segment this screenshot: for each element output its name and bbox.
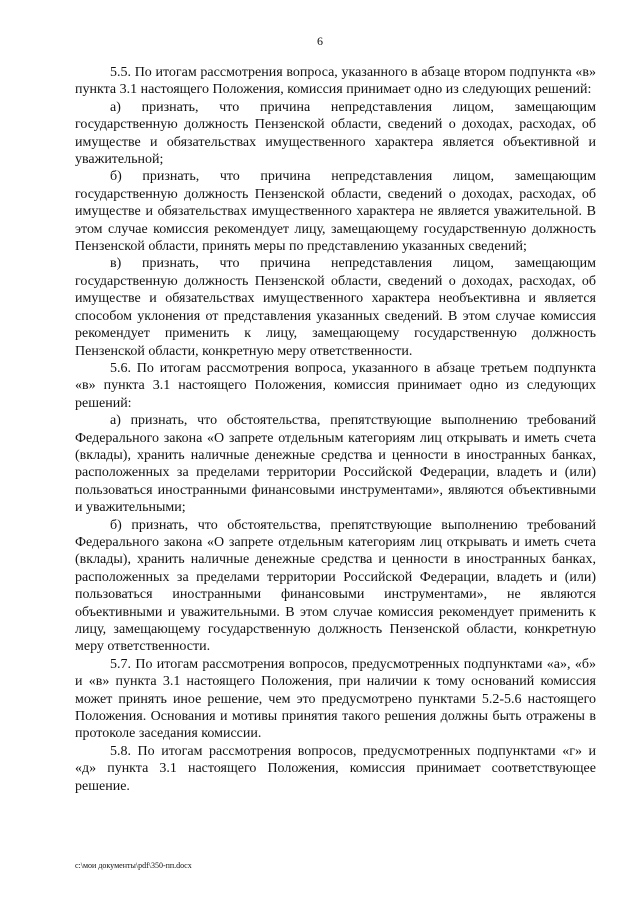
paragraph-5-5: 5.5. По итогам рассмотрения вопроса, указанного в абзаце втором подпункта «в» пункта 3.1 настоящего Положения, комиссия принимает одно из следующих решений: <box>75 65 596 98</box>
paragraph-5-8: 5.8. По итогам рассмотрения вопросов, предусмотренных подпунктами «г» и «д» пункта 3.1 настоящего Положения, комиссия принимает соответствующее решение. <box>75 743 596 794</box>
document-body <box>75 64 596 795</box>
paragraph-5-5-v: в) признать, что причина непредставления лицом, замещающим государственную должность Пензенской области, сведений о доходах, расходах, об имуществе и обязательствах имущественного характера необъективна и является способом уклонения от представления указанных сведений. В этом случае комиссия рекомендует применить к лицу, замещающему государственную должность Пензенской области, конкретную меру ответственности. <box>75 256 596 359</box>
page-number: 6 <box>317 34 323 48</box>
paragraph-5-7: 5.7. По итогам рассмотрения вопросов, предусмотренных подпунктами «а», «б» и «в» пункта 3.1 настоящего Положения, при наличии к тому оснований комиссия может принять иное решение, чем это предусмотрено пунктами 5.2-5.6 настоящего Положения. Основания и мотивы принятия такого решения должны быть отражены в протоколе заседания комиссии. <box>75 656 596 742</box>
paragraph-5-6: 5.6. По итогам рассмотрения вопроса, указанного в абзаце третьем подпункта «в» пункта 3.1 настоящего Положения, комиссия принимает одно из следующих решений: <box>75 360 596 411</box>
paragraph-5-6-b: б) признать, что обстоятельства, препятствующие выполнению требований Федерального закона «О запрете отдельным категориям лиц открывать и иметь счета (вклады), хранить наличные денежные средства и ценности в иностранных банках, расположенных за пределами территории Российской Федерации, владеть и (или) пользоваться иностранными финансовыми инструментами», не являются объективными и уважительными. В этом случае комиссия рекомендует применить к лицу, замещающему государственную должность Пензенской области, конкретную меру ответственности. <box>75 517 596 655</box>
footer-file-path: c:\мои документы\pdf\350-пп.docx <box>75 861 192 870</box>
paragraph-5-5-a: а) признать, что причина непредставления лицом, замещающим государственную должность Пензенской области, сведений о доходах, расходах, об имуществе и обязательствах имущественного характера является объективной и уважительной; <box>75 99 596 168</box>
paragraph-5-6-a: а) признать, что обстоятельства, препятствующие выполнению требований Федерального закона «О запрете отдельным категориям лиц открывать и иметь счета (вклады), хранить наличные денежные средства и ценности в иностранных банках, расположенных за пределами территории Российской Федерации, владеть и (или) пользоваться иностранными финансовыми инструментами», являются объективными и уважительными; <box>75 413 596 516</box>
paragraph-5-5-b: б) признать, что причина непредставления лицом, замещающим государственную должность Пензенской области, сведений о доходах, расходах, об имуществе и обязательствах имущественного характера не является уважительной. В этом случае комиссия рекомендует лицу, замещающему государственную должность Пензенской области, принять меры по представлению указанных сведений; <box>75 169 596 255</box>
